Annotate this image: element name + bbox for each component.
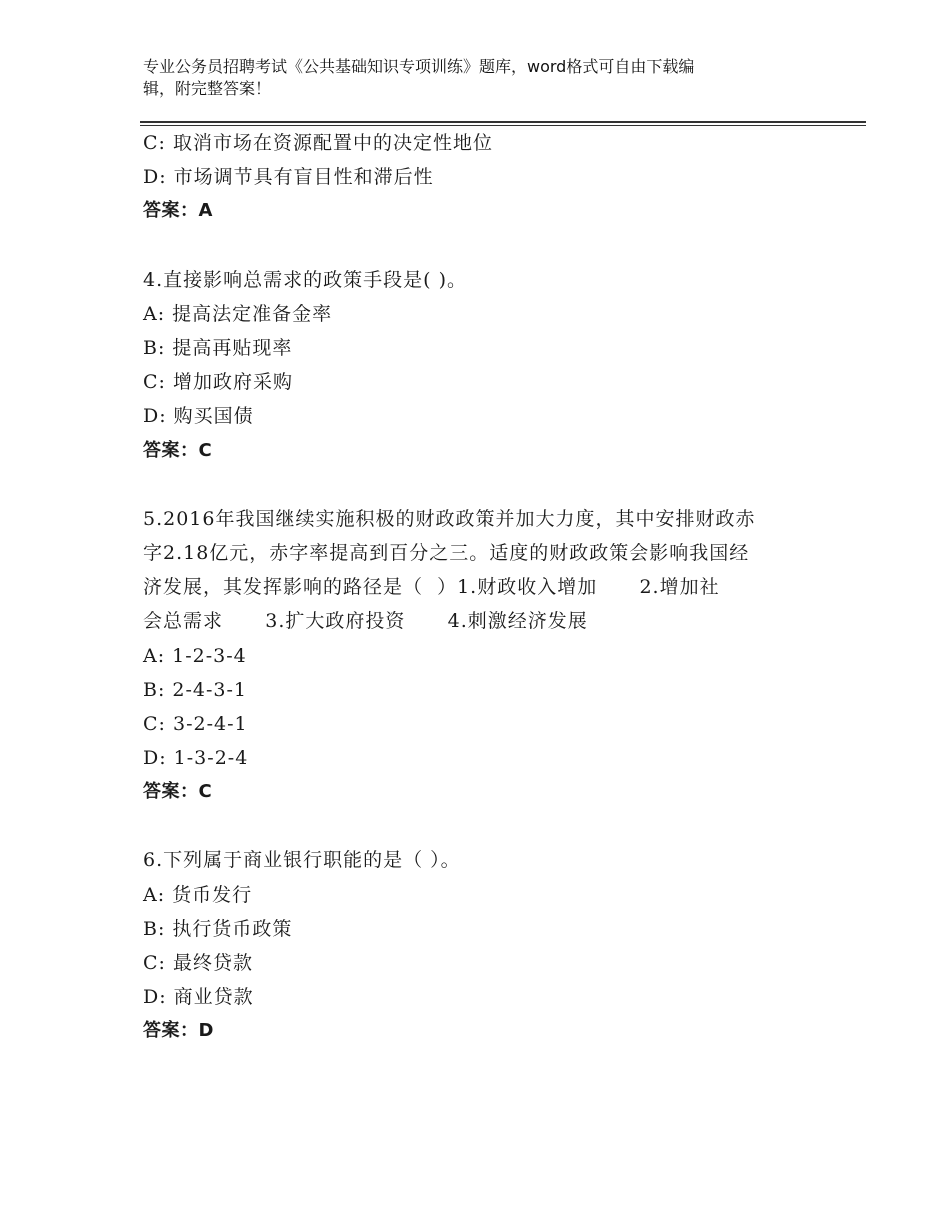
- header-line-1: 专业公务员招聘考试《公共基础知识专项训练》题库，word格式可自由下载编: [143, 57, 695, 76]
- header-rule-thick: [140, 121, 866, 123]
- option-c: C: 增加政府采购: [143, 371, 293, 394]
- option-a: A: 货币发行: [143, 883, 253, 906]
- option-a: A: 提高法定准备金率: [143, 302, 333, 325]
- answer-label: 答案：C: [143, 781, 213, 803]
- option-c: C: 最终贷款: [143, 952, 253, 974]
- option-d: D: 市场调节具有盲目性和滞后性: [143, 166, 434, 189]
- option-a: A: 1-2-3-4: [143, 644, 247, 667]
- option-d: D: 1-3-2-4: [143, 747, 249, 770]
- question-list: [143, 126, 823, 1049]
- option-b: B: 执行货币政策: [143, 917, 293, 940]
- answer-label: 答案：D: [143, 1020, 214, 1042]
- option-b: B: 2-4-3-1: [143, 678, 248, 701]
- answer-label: 答案：C: [143, 439, 213, 461]
- spacer: [143, 809, 823, 843]
- question-text-line: 济发展，其发挥影响的路径是（ ）1.财政收入增加 2.增加社: [143, 576, 720, 599]
- question-text: 6.下列属于商业银行职能的是（ ）。: [143, 849, 461, 872]
- question-text-line: 会总需求 3.扩大政府投资 4.刺激经济发展: [143, 610, 588, 633]
- page-header: [143, 56, 803, 100]
- question-5: [143, 502, 823, 810]
- option-d: D: 购买国债: [143, 405, 254, 428]
- option-c: C: 3-2-4-1: [143, 712, 248, 735]
- option-b: B: 提高再贴现率: [143, 336, 293, 359]
- question-4: [143, 263, 823, 468]
- header-line-2: 辑，附完整答案！: [143, 79, 272, 98]
- question-text-line: 5.2016年我国继续实施积极的财政政策并加大力度，其中安排财政赤: [143, 507, 756, 530]
- question-3: [143, 126, 823, 229]
- question-text: 4.直接影响总需求的政策手段是( )。: [143, 268, 467, 291]
- question-text-line: 字2.18亿元，赤字率提高到百分之三。适度的财政政策会影响我国经: [143, 541, 750, 564]
- spacer: [143, 468, 823, 502]
- option-c: C: 取消市场在资源配置中的决定性地位: [143, 132, 493, 154]
- spacer: [143, 229, 823, 263]
- option-d: D: 商业贷款: [143, 986, 254, 1009]
- question-6: [143, 843, 823, 1048]
- answer-label: 答案：A: [143, 200, 213, 222]
